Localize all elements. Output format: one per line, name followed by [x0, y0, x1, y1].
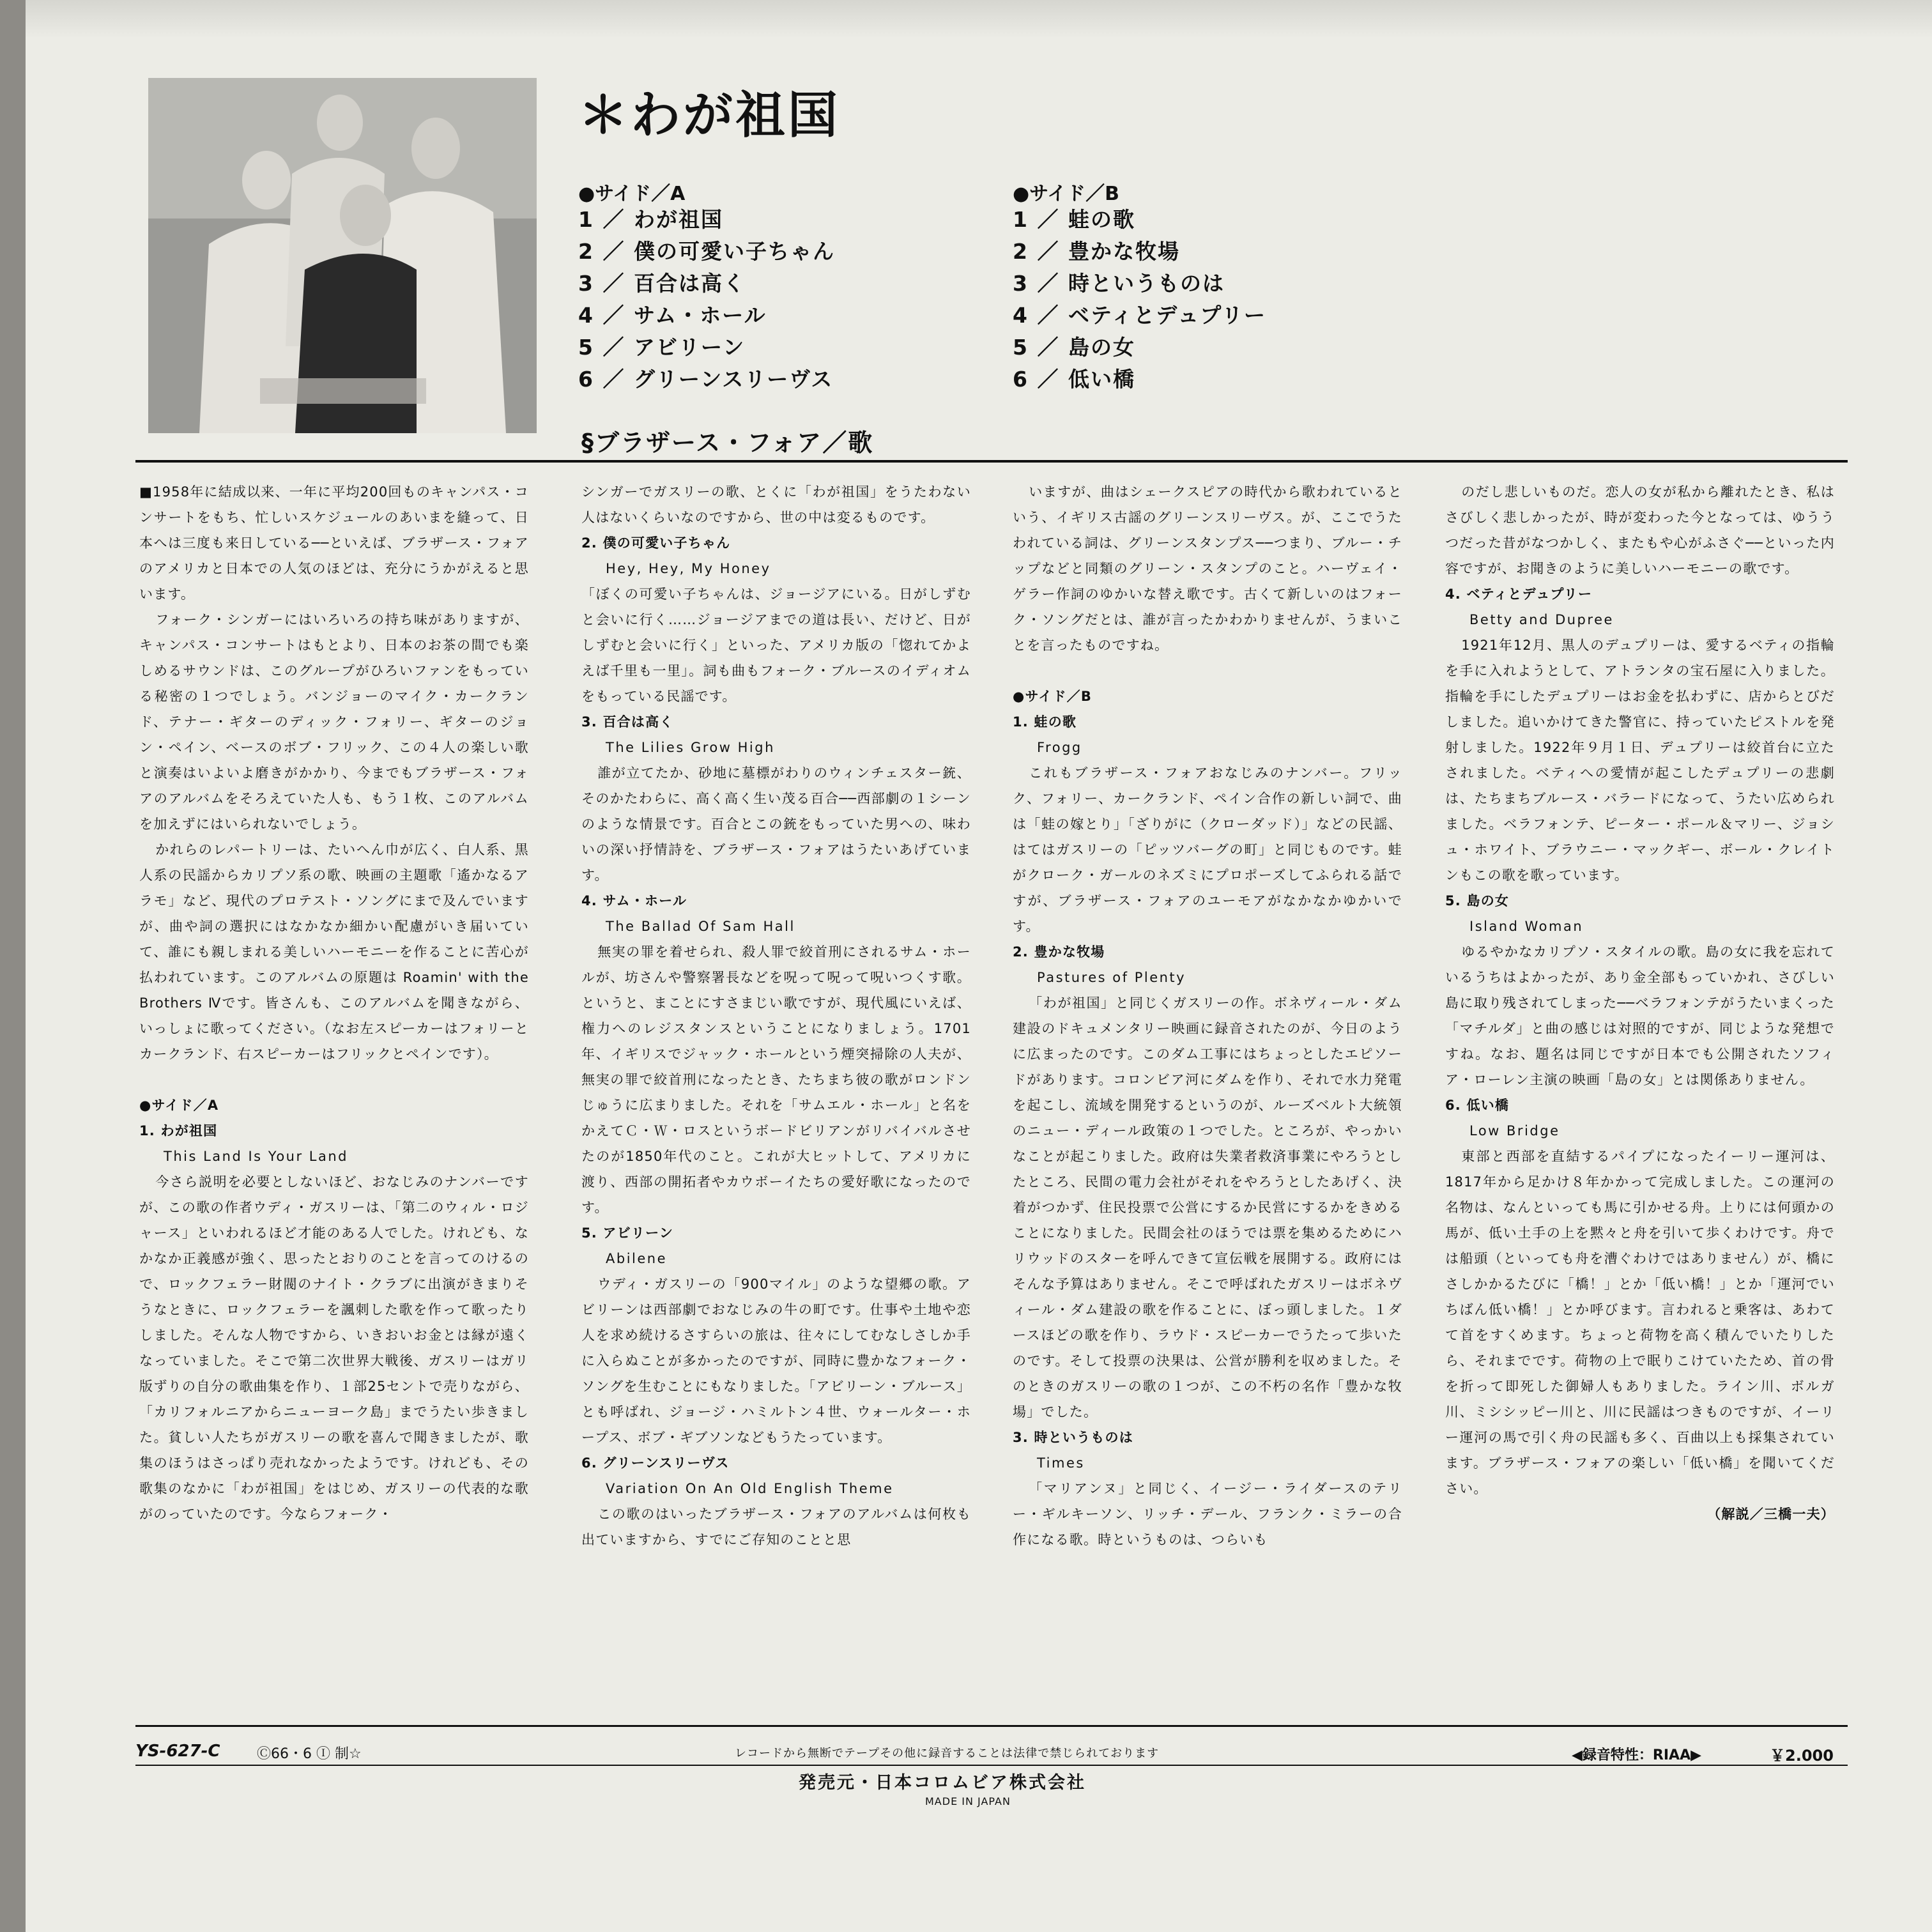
paragraph: シンガーでガスリーの歌、とくに「わが祖国」をうたわない人はないくらいなのですから、世の中は変るものです。 [581, 484, 971, 525]
paragraph: 1921年12月、黒人のデュプリーは、愛するベティの指輪を手に入れようとして、アトランタの宝石屋に入りました。指輪を手にしたデュプリーはお金を払わずに、店からとびだしました。追いかけてきた警官に、持っていたピストルを発射しました。1922年９月１日、デュプリーは絞首台に立たされました。ベティへの愛情が起こしたデュプリーの悲劇は、たちまちブルース・バラードになって、うたい広められました。ベラフォンテ、ピーター・ポール＆マリー、ジョシュ・ホワイト、ブラウニー・マックギー、ボール・クレイトンもこの歌を歌っています。 [1445, 638, 1835, 883]
liner-notes-column-2 [581, 479, 971, 1552]
liner-notes-column-1 [139, 479, 529, 1527]
paragraph: かれらのレパートリーは、たいへん巾が広く、白人系、黒人系の民謡からカリプソ系の歌、映画の主題歌「遙かなるアラモ」など、現代のプロテスト・ソングにまで及んでいますが、曲や詞の選択にはなかなか細かい配慮がいき届いていて、誰にも親しまれる美しいハーモニーを作ることに苦心が払われています。このアルバムの原題は Roamin' with the Brothers Ⅳです。皆さんも、このアルバムを聞きながら、いっしょに歌ってください。（なお左スピーカーはフォリーとカークランド、右スピーカーはフリックとペインです）。 [139, 842, 529, 1062]
side-a-track: 2 ／ 僕の可愛い子ちゃん [578, 239, 835, 264]
section-heading: ●サイド／A [139, 1098, 219, 1113]
band-photo [148, 78, 537, 433]
english-title: This Land Is Your Land [164, 1149, 348, 1164]
side-b-track: 3 ／ 時というものは [1013, 271, 1225, 296]
price: ￥2.000 [1770, 1747, 1834, 1765]
paragraph: 無実の罪を着せられ、殺人罪で絞首刑にされるサム・ホールが、坊さんや警察署長などを呪って呪って呪いつくす歌。というと、まことにすさまじい歌ですが、現代風にいえば、権力へのレジスタンスということになりましょう。1701年、イギリスでジャック・ホールという煙突掃除の人夫が、無実の罪で絞首刑になったとき、たちまち彼の歌がロンドンじゅうに広まりました。それを「サムエル・ホール」と名をかえてＣ・Ｗ・ロスというボードビリアンがリバイバルさせたのが1850年代のこと。これが大ヒットして、アメリカに渡り、西部の開拓者やカウボーイたちの愛好歌になったのです。 [581, 944, 971, 1215]
recording-curve: ◀録音特性：RIAA▶ [1572, 1747, 1702, 1763]
section-heading: 4. ベティとデュプリー [1445, 586, 1593, 602]
footer-divider-bottom [135, 1765, 1848, 1766]
catalog-number: YS-627-C [135, 1742, 220, 1761]
paragraph: 誰が立てたか、砂地に墓標がわりのウィンチェスター銃、そのかたわらに、高く高く生い茂る百合──西部劇の１シーンのような情景です。百合とこの銃をもっていた男への、味わいの深い抒情詩を、ブラザース・フォアはうたいあげています。 [581, 765, 971, 883]
album-title: ＊わが祖国 [578, 86, 841, 144]
side-b-track: 1 ／ 蛙の歌 [1013, 207, 1135, 232]
side-b-heading: ●サイド／B [1013, 183, 1119, 205]
side-a-track: 6 ／ グリーンスリーヴス [578, 367, 834, 392]
english-title: Hey, Hey, My Honey [606, 561, 771, 576]
notes-credit: （解説／三橋一夫） [1707, 1506, 1835, 1522]
section-heading: ●サイド／B [1013, 689, 1092, 704]
paragraph: ■1958年に結成以来、一年に平均200回ものキャンパス・コンサートをもち、忙しいスケジュールのあいまを縫って、日本へは三度も来日している──といえば、ブラザース・フォアのアメリカと日本での人気のほどは、充分にうかがえると思います。 [139, 484, 529, 602]
liner-notes-column-3 [1013, 479, 1402, 1552]
side-b-track: 2 ／ 豊かな牧場 [1013, 239, 1180, 264]
english-title: Low Bridge [1469, 1123, 1560, 1138]
side-b-track: 5 ／ 島の女 [1013, 335, 1135, 360]
header-divider [135, 460, 1848, 463]
section-heading: 1. 蛙の歌 [1013, 714, 1077, 730]
paragraph: フォーク・シンガーにはいろいろの持ち味がありますが、キャンパス・コンサートはもとより、日本のお茶の間でも楽しめるサウンドは、このグループがひろいファンをもっている秘密の１つでしょう。バンジョーのマイク・カークランド、テナー・ギターのディック・フォリー、ギターのジョン・ペイン、ベースのボブ・フリック、この４人の楽しい歌と演奏はいよいよ磨きがかかり、今までもブラザース・フォアのアルバムをそろえていた人も、もう１枚、このアルバムを加えずにはいられないでしょう。 [139, 612, 529, 832]
made-in-label: MADE IN JAPAN [925, 1795, 1011, 1807]
section-heading: 2. 豊かな牧場 [1013, 944, 1105, 960]
side-b-track: 6 ／ 低い橋 [1013, 367, 1135, 392]
section-heading: 5. アビリーン [581, 1225, 674, 1241]
english-title: Frogg [1037, 740, 1082, 755]
paragraph: これもブラザース・フォアおなじみのナンバー。フリック、フォリー、カークランド、ペイン合作の新しい詞で、曲は「蛙の嫁とり」「ざりがに（クローダッド）」などの民謡、はてはガスリーの「ピッツバーグの町」と同じものです。蛙がクローク・ガールのネズミにプロポーズしてふられる話ですが、ブラザース・フォアのユーモアがなかなかゆかいです。 [1013, 765, 1402, 934]
paragraph [1013, 658, 1402, 684]
liner-notes-column-4 [1445, 479, 1835, 1527]
english-title: Island Woman [1469, 919, 1584, 934]
section-heading: 5. 島の女 [1445, 893, 1510, 908]
english-title: Betty and Dupree [1469, 612, 1614, 627]
paragraph: この歌のはいったブラザース・フォアのアルバムは何枚も出ていますから、すでにご存知のことと思 [581, 1506, 971, 1547]
side-a-track: 5 ／ アビリーン [578, 335, 746, 360]
copy-notice: レコードから無断でテープその他に録音することは法律で禁じられております [735, 1747, 1160, 1760]
section-heading: 2. 僕の可愛い子ちゃん [581, 535, 731, 551]
paragraph: いますが、曲はシェークスピアの時代から歌われているという、イギリス古謡のグリーンスリーヴス。が、ここでうたわれている詞は、グリーンスタンプス──つまり、ブルー・チップなどと同類のグリーン・スタンプのこと。ハーヴェイ・ゲラー作詞のゆかいな替え歌です。古くて新しいのはフォーク・ソングだとは、誰が言ったかわかりませんが、うまいことを言ったものですね。 [1013, 484, 1402, 653]
english-title: Times [1037, 1455, 1085, 1471]
section-heading: 1. わが祖国 [139, 1123, 218, 1138]
side-b-track: 4 ／ ベティとデュプリー [1013, 303, 1266, 328]
section-heading: 6. グリーンスリーヴス [581, 1455, 730, 1471]
copyright-mark: Ⓒ66・6 Ⓘ 制☆ [257, 1746, 362, 1762]
side-a-heading: ●サイド／A [578, 183, 686, 205]
side-a-track: 1 ／ わが祖国 [578, 207, 723, 232]
paragraph: のだし悲しいものだ。恋人の女が私から離れたとき、私はさびしく悲しかったが、時が変わった今となっては、ゆううつだった昔がなつかしく、またもや心がふさぐ──といった内容ですが、お聞きのように美しいハーモニーの歌です。 [1445, 484, 1835, 576]
english-title: Abilene [606, 1251, 668, 1266]
section-heading: 3. 時というものは [1013, 1430, 1133, 1445]
english-title: Variation On An Old English Theme [606, 1481, 894, 1496]
paragraph: 「マリアンヌ」と同じく、イージー・ライダースのテリー・ギルキーソン、リッチ・デール、フランク・ミラーの合作になる歌。時というものは、つらいも [1013, 1481, 1402, 1547]
side-a-track: 3 ／ 百合は高く [578, 271, 746, 296]
footer-divider-top [135, 1725, 1848, 1727]
section-heading: 4. サム・ホール [581, 893, 687, 908]
paragraph: ゆるやかなカリプソ・スタイルの歌。島の女に我を忘れているうちはよかったが、あり金全部もっていかれ、さびしい島に取り残されてしまった──ベラフォンテがうたいまくった「マチルダ」と曲の感じは対照的ですが、同じような発想ですね。なお、題名は同じですが日本でも公開されたソフィア・ローレン主演の映画「島の女」とは関係ありません。 [1445, 944, 1835, 1087]
paragraph: 東部と西部を直結するパイプになったイーリー運河は、1817年から足かけ８年かかって完成しました。この運河の名物は、なんといっても馬に引かせる舟。上りには何頭かの馬が、低い土手の上を黙々と舟を引いて歩くわけです。舟では船頭（といっても舟を漕ぐわけではありません）が、橋にさしかかるたびに「橋！」とか「低い橋！」とか「運河でいちばん低い橋！」とか呼びます。言われると乗客は、あわてて首をすくめます。ちょっと荷物を高く積んでいたりしたら、それまでです。荷物の上で眠りこけていたため、首の骨を折って即死した御婦人もありました。ライン川、ボルガ川、ミシシッピー川と、川に民謡はつきものですが、イーリー運河の馬で引く舟の民謡も多く、百曲以上も採集されています。ブラザース・フォアの楽しい「低い橋」を聞いてください。 [1445, 1149, 1835, 1496]
section-heading: 3. 百合は高く [581, 714, 674, 730]
paragraph: 「ぼくの可愛い子ちゃんは、ジョージアにいる。日がしずむと会いに行く……ジョージアまでの道は長い、だけど、日がしずむと会いに行く」といった、アメリカ版の「惚れてかよえば千里も一里」。詞も曲もフォーク・ブルースのイディオムをもっている民謡です。 [581, 586, 971, 704]
artist-credit: §ブラザース・フォア／歌 [581, 429, 874, 457]
english-title: The Lilies Grow High [606, 740, 775, 755]
paragraph: 今さら説明を必要としないほど、おなじみのナンバーですが、この歌の作者ウディ・ガスリーは、「第二のウィル・ロジャース」といわれるほど才能のある人でした。けれども、なかなか正義感が強く、思ったとおりのことを言ってのけるので、ロックフェラー財閥のナイト・クラブに出演がきまりそうなときに、ロックフェラーを諷刺した歌を作って歌ったりしました。そんな人物ですから、いきおいお金とは縁が遠くなっていました。そこで第二次世界大戦後、ガスリーはガリ版ずりの自分の歌曲集を作り、１部25セントで売りながら、「カリフォルニアからニューヨーク島」までうたい歩きました。貧しい人たちがガスリーの歌を喜んで聞きましたが、歌集のほうはさっぱり売れなかったようです。けれども、その歌集のなかに「わが祖国」をはじめ、ガスリーの代表的な歌がのっていたのです。今ならフォーク・ [139, 1174, 529, 1522]
section-heading: 6. 低い橋 [1445, 1098, 1510, 1113]
paragraph [139, 1067, 529, 1092]
publisher: 発売元・日本コロムビア株式会社 [799, 1773, 1086, 1793]
english-title: Pastures of Plenty [1037, 970, 1186, 985]
paragraph: ウディ・ガスリーの「900マイル」のような望郷の歌。アビリーンは西部劇でおなじみの牛の町です。仕事や土地や恋人を求め続けるさすらいの旅は、往々にしてむなしさしか手に入らぬことが多かったのですが、同時に豊かなフォーク・ソングを生むことにもなりました。「アビリーン・ブルース」とも呼ばれ、ジョージ・ハミルトン４世、ウォールター・ホープス、ボブ・ギブソンなどもうたっています。 [581, 1276, 971, 1445]
english-title: The Ballad Of Sam Hall [606, 919, 795, 934]
sleeve-edge [26, 0, 1932, 38]
side-a-track: 4 ／ サム・ホール [578, 303, 767, 328]
paragraph: 「わが祖国」と同じくガスリーの作。ボネヴィール・ダム建設のドキュメンタリー映画に録音されたのが、今日のように広まったのです。このダム工事にはちょっとしたエピソードがあります。コロンビア河にダムを作り、それで水力発電を起こし、流域を開発するというのが、ルーズベルト大統領のニュー・ディール政策の１つでした。ところが、やっかいなことが起こりました。政府は失業者救済事業にやろうとしたところ、民間の電力会社がそれをやろうとしたあげく、決着がつかず、住民投票で公営にするか民営にするかをきめることになりました。民間会社のほうでは票を集めるためにハリウッドのスターを呼んできて宣伝戦を展開する。政府にはそんな予算はありません。そこで呼ばれたガスリーはボネヴィール・ダム建設の歌を作ることに、ぼっ頭しました。１ダースほどの歌を作り、ラウド・スピーカーでうたって歩いたのです。そして投票の決果は、公営が勝利を収めました。そのときのガスリーの歌の１つが、この不朽の名作「豊かな牧場」でした。 [1013, 995, 1402, 1420]
